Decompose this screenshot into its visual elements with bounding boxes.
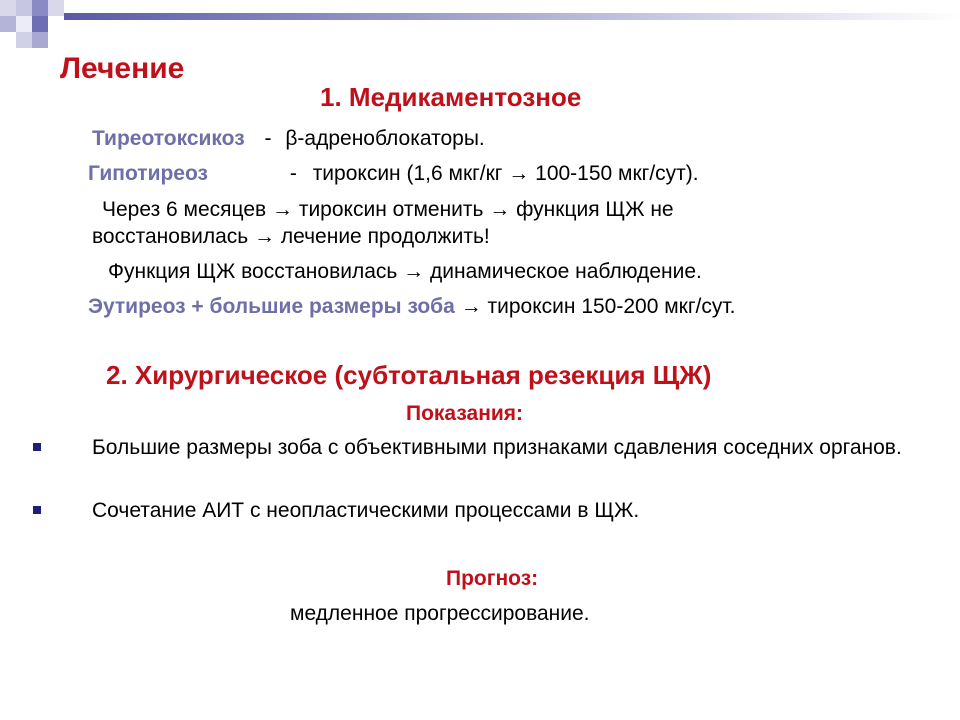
slide-title: Лечение — [60, 52, 185, 85]
indications-label: Показания: — [406, 402, 524, 425]
indication-item: Сочетание АИТ с неопластическими процессами в ЩЖ. — [92, 499, 640, 522]
row-thyrotoxicosis — [92, 127, 485, 151]
row-euthyroid — [88, 295, 735, 319]
term-euthyroid: Эутиреоз + большие размеры зоба — [88, 295, 455, 318]
prognosis-text: медленное прогрессирование. — [290, 602, 590, 625]
bullet-square-icon — [33, 443, 41, 451]
section-heading-surgical: 2. Хирургическое (субтотальная резекция ЩЖ) — [106, 360, 712, 390]
row-text: β-адреноблокаторы. — [285, 127, 485, 150]
note-six-months-line2: восстановилась → лечение продолжить! — [92, 225, 490, 248]
row-text: тироксин (1,6 мкг/кг → 100-150 мкг/сут). — [312, 162, 699, 185]
header-decoration — [0, 0, 960, 60]
prognosis-label: Прогноз: — [446, 567, 539, 590]
note-function-restored: Функция ЩЖ восстановилась → динамическое наблюдение. — [108, 260, 702, 283]
bullet-square-icon — [33, 506, 41, 514]
indication-item: Большие размеры зоба с объективными признаками сдавления соседних органов. — [92, 436, 902, 459]
row-separator: - — [264, 127, 272, 150]
term-hypothyroidism: Гипотиреоз — [88, 162, 208, 185]
term-thyrotoxicosis: Тиреотоксикоз — [92, 127, 245, 150]
row-text: → тироксин 150-200 мкг/сут. — [460, 295, 736, 318]
row-separator: - — [289, 162, 297, 185]
row-hypothyroidism — [88, 162, 699, 186]
note-six-months-line1: Через 6 месяцев → тироксин отменить → функция ЩЖ не — [102, 198, 674, 221]
section-heading-medical: 1. Медикаментозное — [320, 82, 582, 112]
